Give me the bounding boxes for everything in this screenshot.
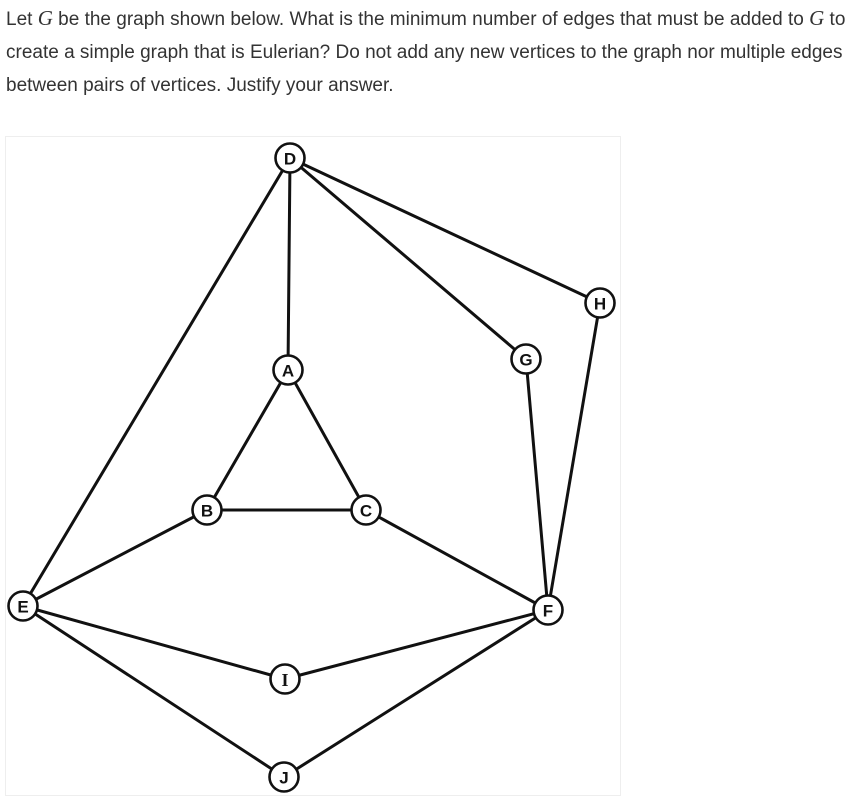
vertices: [9, 144, 615, 792]
vertex-f: [534, 596, 563, 625]
vertex-label: H: [593, 294, 607, 314]
edge-j-f: [284, 610, 548, 777]
graph-diagram: [6, 137, 622, 797]
vertex-e: [9, 592, 38, 621]
edges: [23, 158, 600, 777]
question-text: [6, 2, 852, 102]
vertex-label: G: [519, 350, 533, 370]
vertex-label: C: [359, 501, 373, 521]
vertex-i: [271, 665, 300, 694]
question-part-2: be the graph shown below. What is the minimum number of edges that must be added to: [52, 9, 810, 30]
vertex-b: [193, 496, 222, 525]
edge-d-e: [23, 158, 290, 606]
vertex-a: [274, 356, 303, 385]
vertex-j: [270, 763, 299, 792]
edge-d-a: [288, 158, 290, 370]
edge-i-f: [285, 610, 548, 679]
edge-a-c: [288, 370, 366, 510]
edge-a-b: [207, 370, 288, 510]
question-part-3: to create a simple graph that is Eulerian? Do not add any new vertices to the graph nor multiple edges between pairs of vertices. Justify your answer.: [6, 9, 846, 96]
vertex-label: D: [283, 149, 297, 169]
variable-g: G: [37, 6, 53, 30]
edge-e-j: [23, 606, 284, 777]
vertex-h: [586, 289, 615, 318]
edge-g-f: [526, 359, 548, 610]
vertex-label: F: [542, 601, 554, 621]
vertex-g: [512, 345, 541, 374]
edge-d-g: [290, 158, 526, 359]
variable-g: G: [809, 6, 825, 30]
edge-h-f: [548, 303, 600, 610]
question-part-1: Let: [6, 9, 38, 30]
vertex-label: A: [281, 361, 295, 381]
vertex-c: [352, 496, 381, 525]
vertex-d: [276, 144, 305, 173]
edge-e-i: [23, 606, 285, 679]
vertex-label: I: [281, 670, 289, 690]
vertex-label: J: [279, 768, 289, 788]
edge-d-h: [290, 158, 600, 303]
vertex-label: B: [200, 501, 214, 521]
vertex-label: E: [17, 597, 29, 617]
graph-figure: [5, 136, 621, 796]
edge-c-f: [366, 510, 548, 610]
